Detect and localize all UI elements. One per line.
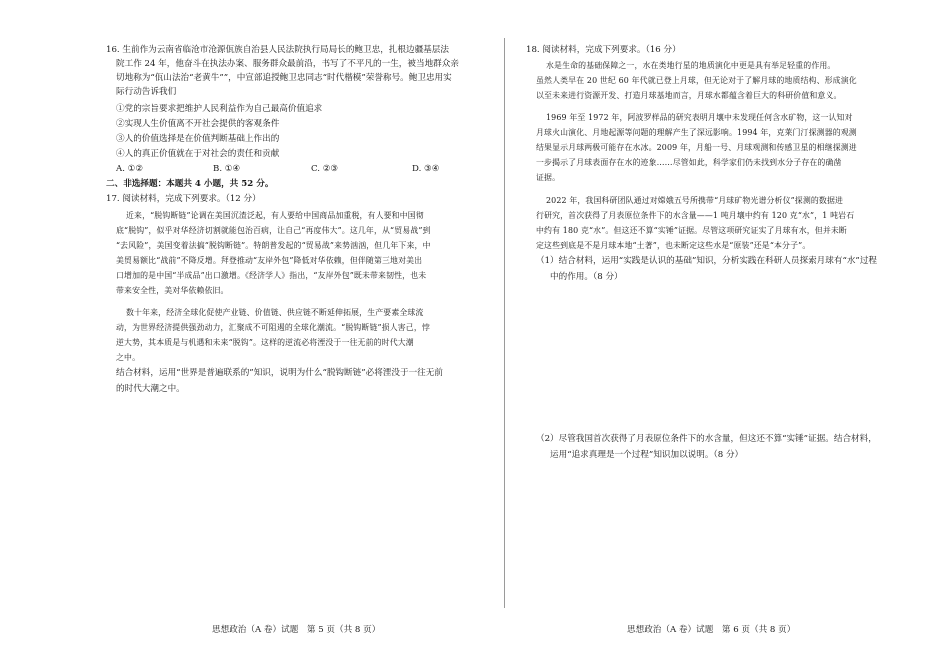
q17-material-line: 近来，“脱钩断链”论调在美国沉渣泛起，有人要给中国商品加重税，有人要和中国彻: [126, 211, 424, 220]
q16-choice: ④人的真正价值就在于对社会的责任和贡献: [116, 149, 280, 159]
q16-choice: ②实现人生价值离不开社会提供的客观条件: [116, 119, 280, 129]
q18-material-line: 虽然人类早在 20 世纪 60 年代就已登上月球，但无论对于了解月球的地质结构、形成演化: [536, 76, 857, 85]
q18-material-line: 一步揭示了月球表面存在水的迹象……尽管如此，科学家们仍未找到水分子存在的确凿: [536, 158, 842, 167]
q16-stem-line: 切地称为“佤山法治“老黄牛””，中宣部追授鲍卫忠同志“时代楷模”荣誉称号。鲍卫忠用实: [116, 73, 452, 83]
q17-material-line: 数十年来，经济全球化促使产业链、价值链、供应链不断延伸拓展，生产要素全球流: [126, 308, 424, 317]
q17-requirement: 结合材料，运用“世界是普遍联系的”知识，说明为什么“脱钩断链”必将湮没于一往无前: [116, 368, 443, 378]
section-title: 二、非选择题：本题共 4 小题，共 52 分。: [106, 179, 274, 189]
q17-material-line: 口增加的是中国“半成品”出口激增。《经济学人》指出，“友岸外包”既未带来韧性，也未: [116, 271, 427, 280]
q17-material-line: “去风险”，美国变着法搞“脱钩断链”。特朗普发起的“贸易战”来势汹汹，但几年下来，中: [116, 241, 431, 250]
q18-sub2: 运用“追求真理是一个过程”知识加以说明。（8 分）: [550, 450, 744, 460]
q18-material-line: 月球火山演化、月地起源等问题的理解产生了深远影响。1994 年，克莱门汀探测器的观测: [536, 128, 857, 137]
footer-page-5: 思想政治（A 卷）试题 第 5 页（共 8 页）: [212, 625, 381, 635]
q17-material-line: 带来安全性，美对华依赖依旧。: [116, 286, 229, 295]
q16-option-c: C. ②③: [311, 164, 339, 174]
q17-material-line: 美贸易额比“战前”不降反增。拜登推动“友岸外包”降低对华依赖，但伴随第三地对美出: [116, 256, 423, 265]
q16-stem-line: 际行动告诉我们: [116, 87, 177, 97]
q18-sub1: 中的作用。（8 分）: [550, 272, 623, 282]
q18-material-line: 水是生命的基础保障之一，水在类地行星的地质演化中更是具有举足轻重的作用。: [546, 61, 836, 70]
q18-material-line: 行研究，首次获得了月表原位条件下的水含量——1 吨月壤中约有 120 克“水”，1 吨岩石: [536, 211, 855, 220]
q16-option-a: A. ①②: [116, 164, 144, 174]
q16-option-d: D. ③④: [412, 164, 440, 174]
q17-head: 17. 阅读材料，完成下列要求。（12 分）: [106, 194, 261, 204]
q18-material-line: 以至未来进行资源开发、打造月球基地而言，月球水都蕴含着巨大的科研价值和意义。: [536, 91, 842, 100]
q18-material-line: 2022 年，我国科研团队通过对嫦娥五号所携带“月球矿物光谱分析仪”探测的数据进: [546, 196, 844, 205]
q17-material-line: 动，为世界经济提供强劲动力，汇聚成不可阻遏的全球化潮流。“脱钩断链”损人害己，悖: [116, 323, 430, 332]
q17-requirement: 的时代大潮之中。: [116, 384, 185, 394]
q18-material-line: 中约有 180 克“水”。但这还不算“实锤”证据。尽管这项研究证实了月球有水，但并未断: [536, 226, 847, 235]
footer-page-6: 思想政治（A 卷）试题 第 6 页（共 8 页）: [627, 625, 796, 635]
q17-material-line: 底“脱钩”，似乎对华经济切割就能包治百病，让自己“再度伟大”。这几年，从“贸易战”到: [116, 226, 431, 235]
q17-material-line: 逆大势，其本质是与机遇和未来“脱钩”。这样的逆流必将湮没于一往无前的时代大潮: [116, 338, 414, 347]
q18-material-line: 证据。: [536, 173, 561, 182]
q18-sub2: （2）尽管我国首次获得了月表原位条件下的水含量，但这还不算“实锤”证据。结合材料，: [536, 434, 877, 444]
q18-material-line: 结果显示月球两极可能存在水冰。2009 年，月船一号、月球观测和传感卫星的相继探测进: [536, 143, 857, 152]
q18-material-line: 1969 年至 1972 年，阿波罗样品的研究表明月壤中未发现任何含水矿物，这一认知对: [546, 113, 853, 122]
q17-material-line: 之中。: [116, 353, 141, 362]
q16-stem-line: 院工作 24 年，他奋斗在执法办案、服务群众最前沿，书写了不平凡的一生，被当地群众亲: [116, 59, 459, 69]
q16-option-b: B. ①④: [213, 164, 241, 174]
q18-material-line: 定这些到底是不是月球本地“土著”，也未断定这些水是“原装”还是“本分子”。: [536, 241, 811, 250]
q18-sub1: （1）结合材料，运用“实践是认识的基础”知识，分析实践在科研人员探索月球有“水”过程: [536, 256, 878, 266]
q16-choice: ①党的宗旨要求把维护人民利益作为自己最高价值追求: [116, 104, 323, 114]
q16-choice: ③人的价值选择是在价值判断基础上作出的: [116, 134, 280, 144]
page-divider: [504, 38, 505, 608]
q16-stem-line: 16. 生前作为云南省临沧市沧源佤族自治县人民法院执行局局长的鲍卫忠，扎根边疆基层法: [106, 45, 449, 55]
q18-head: 18. 阅读材料，完成下列要求。（16 分）: [526, 45, 681, 55]
